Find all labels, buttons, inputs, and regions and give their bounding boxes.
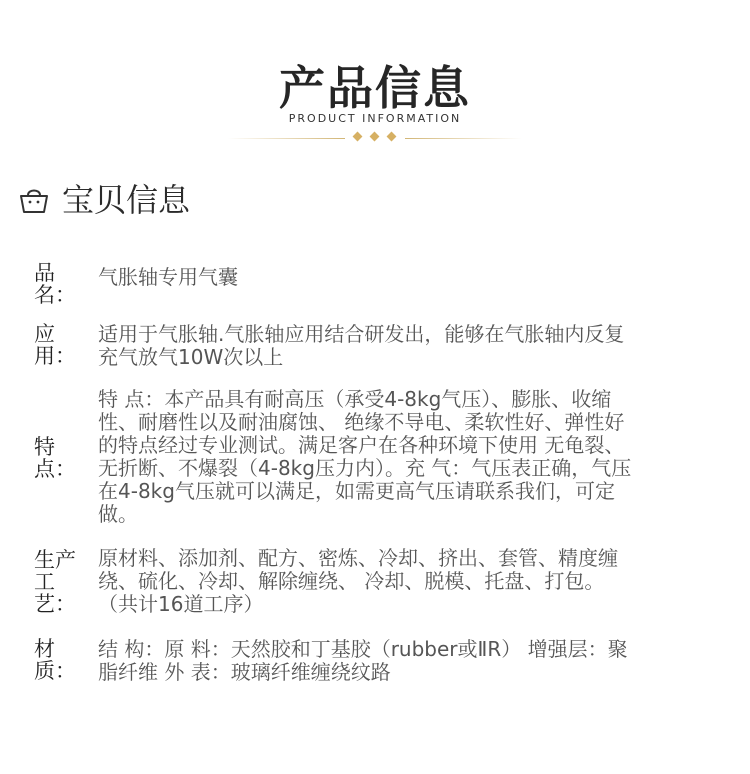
row-value <box>98 547 716 616</box>
title-divider <box>228 136 522 142</box>
value-line: 在4-8kg气压就可以满足，如需更高气压请联系我们，可定 <box>98 479 615 503</box>
value-line: 特 点：本产品具有耐高压（承受4-8kg气压）、膨胀、收缩 <box>98 387 612 411</box>
row-label <box>34 638 90 682</box>
value-line: 无折断、不爆裂（4-8kg压力内）。充 气：气压表正确，气压 <box>98 456 632 480</box>
row-label <box>34 323 90 367</box>
page-header <box>0 0 750 160</box>
label-line: 生产 <box>34 548 76 572</box>
value-line: 适用于气胀轴.气胀轴应用结合研发出，能够在气胀轴内反复 <box>98 322 625 346</box>
label-line: 材 <box>34 637 55 661</box>
value-line: 脂纤维 外 表：玻璃纤维缠绕纹路 <box>98 660 391 684</box>
page-title: 产品信息 <box>279 61 471 115</box>
row-value <box>98 323 716 369</box>
label-line: 质： <box>34 659 76 683</box>
label-line: 点： <box>34 457 76 481</box>
label-line: 用： <box>34 344 76 368</box>
label-line: 应 <box>34 322 55 346</box>
label-line: 艺： <box>34 592 76 616</box>
value-line: 结 构：原 料：天然胶和丁基胶（rubber或ⅡR） 增强层：聚 <box>98 637 628 661</box>
row-label <box>34 549 90 615</box>
value-line: 充气放气10W次以上 <box>98 345 284 369</box>
value-line: 的特点经过专业测试。满足客户在各种环境下使用 无龟裂、 <box>98 433 625 457</box>
label-line: 名： <box>34 283 76 307</box>
page-subtitle: PRODUCT INFORMATION <box>288 112 462 125</box>
row-label <box>34 436 90 480</box>
row-value <box>98 266 716 289</box>
row-value <box>98 388 716 526</box>
value-line: （共计16道工序） <box>98 592 264 616</box>
section-title: 宝贝信息 <box>62 181 191 219</box>
divider-line-right <box>405 138 522 139</box>
divider-line-left <box>228 138 345 139</box>
section-header <box>18 180 418 220</box>
diamond-icon <box>370 132 380 142</box>
value-line: 原材料、添加剂、配方、密炼、冷却、挤出、套管、精度缠 <box>98 546 618 570</box>
label-line: 工 <box>34 570 55 594</box>
diamond-icon <box>353 132 363 142</box>
value-line: 性、耐磨性以及耐油腐蚀、 绝缘不导电、柔软性好、弹性好 <box>98 410 625 434</box>
row-label <box>34 262 90 306</box>
value-line: 做。 <box>98 502 138 526</box>
value-line: 绕、硫化、冷却、解除缠绕、 冷却、脱模、托盘、打包。 <box>98 569 605 593</box>
diamond-icon <box>387 132 397 142</box>
label-line: 品 <box>34 261 55 285</box>
divider-diamonds <box>350 133 400 143</box>
label-line: 特 <box>34 435 55 459</box>
value-line: 气胀轴专用气囊 <box>98 265 238 289</box>
shopping-bag-icon <box>18 184 50 216</box>
row-value <box>98 638 716 684</box>
